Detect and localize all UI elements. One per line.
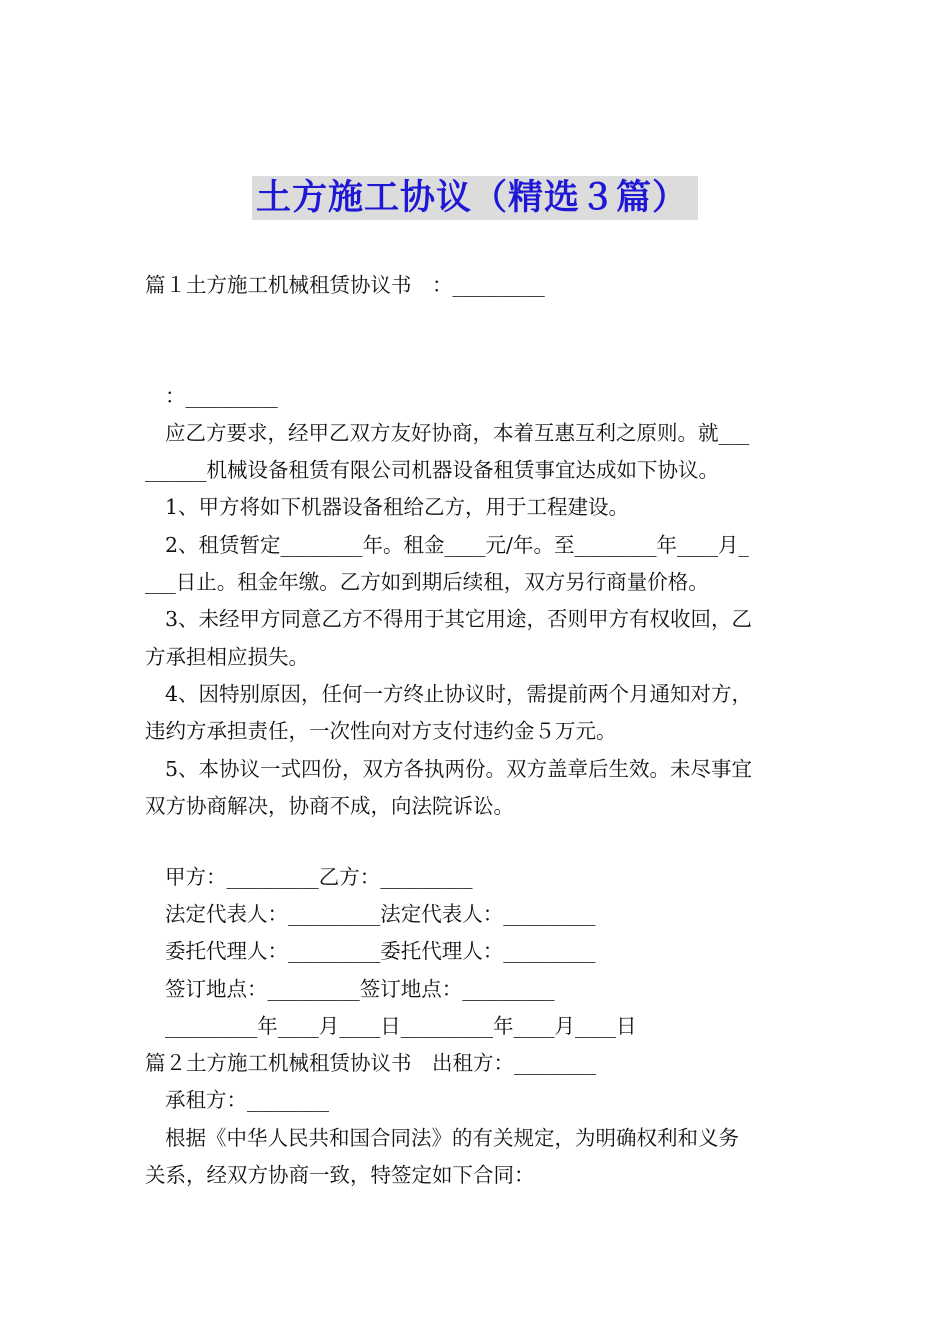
section1-party-line: ：_________ — [165, 384, 278, 408]
clause-1: 1、甲方将如下机器设备租给乙方，用于工程建设。 — [165, 495, 630, 519]
clause-4-line1: 4、因特别原因，任何一方终止协议时，需提前两个月通知对方， — [165, 682, 753, 706]
sign-legal-reps: 法定代表人：_________法定代表人：_________ — [165, 902, 596, 926]
sign-places: 签订地点：_________签订地点：_________ — [165, 977, 555, 1001]
sign-agents: 委托代理人：_________委托代理人：_________ — [165, 939, 596, 963]
sign-dates: _________年____月____日_________年____月____日 — [165, 1014, 637, 1038]
title-wrap — [0, 176, 950, 220]
section1-intro-line2: ______机械设备租赁有限公司机器设备租赁事宜达成如下协议。 — [145, 458, 719, 482]
section2-heading: 篇２土方施工机械租赁协议书 出租方：________ — [145, 1051, 596, 1075]
clause-2-line1: 2、租赁暂定________年。租金____元/年。至________年____月_ — [165, 533, 749, 557]
document-title: 土方施工协议（精选３篇） — [252, 176, 698, 220]
section1-heading: 篇１土方施工机械租赁协议书 ：_________ — [145, 273, 545, 297]
sign-parties: 甲方：_________乙方：_________ — [165, 865, 473, 889]
section1-intro-line1: 应乙方要求，经甲乙双方友好协商，本着互惠互利之原则。就___ — [165, 421, 750, 445]
section2-intro-line1: 根据《中华人民共和国合同法》的有关规定，为明确权利和义务 — [165, 1126, 739, 1150]
clause-5-line2: 双方协商解决，协商不成，向法院诉讼。 — [145, 794, 514, 818]
clause-2-line2: ___日止。租金年缴。乙方如到期后续租，双方另行商量价格。 — [145, 570, 709, 594]
clause-3-line2: 方承担相应损失。 — [145, 645, 309, 669]
section2-intro-line2: 关系，经双方协商一致，特签定如下合同： — [145, 1163, 535, 1187]
clause-3-line1: 3、未经甲方同意乙方不得用于其它用途，否则甲方有权收回，乙 — [165, 607, 753, 631]
clause-5-line1: 5、本协议一式四份，双方各执两份。双方盖章后生效。未尽事宜 — [165, 757, 753, 781]
clause-4-line2: 违约方承担责任，一次性向对方支付违约金５万元。 — [145, 719, 617, 743]
section2-lessee: 承租方：________ — [165, 1088, 329, 1112]
